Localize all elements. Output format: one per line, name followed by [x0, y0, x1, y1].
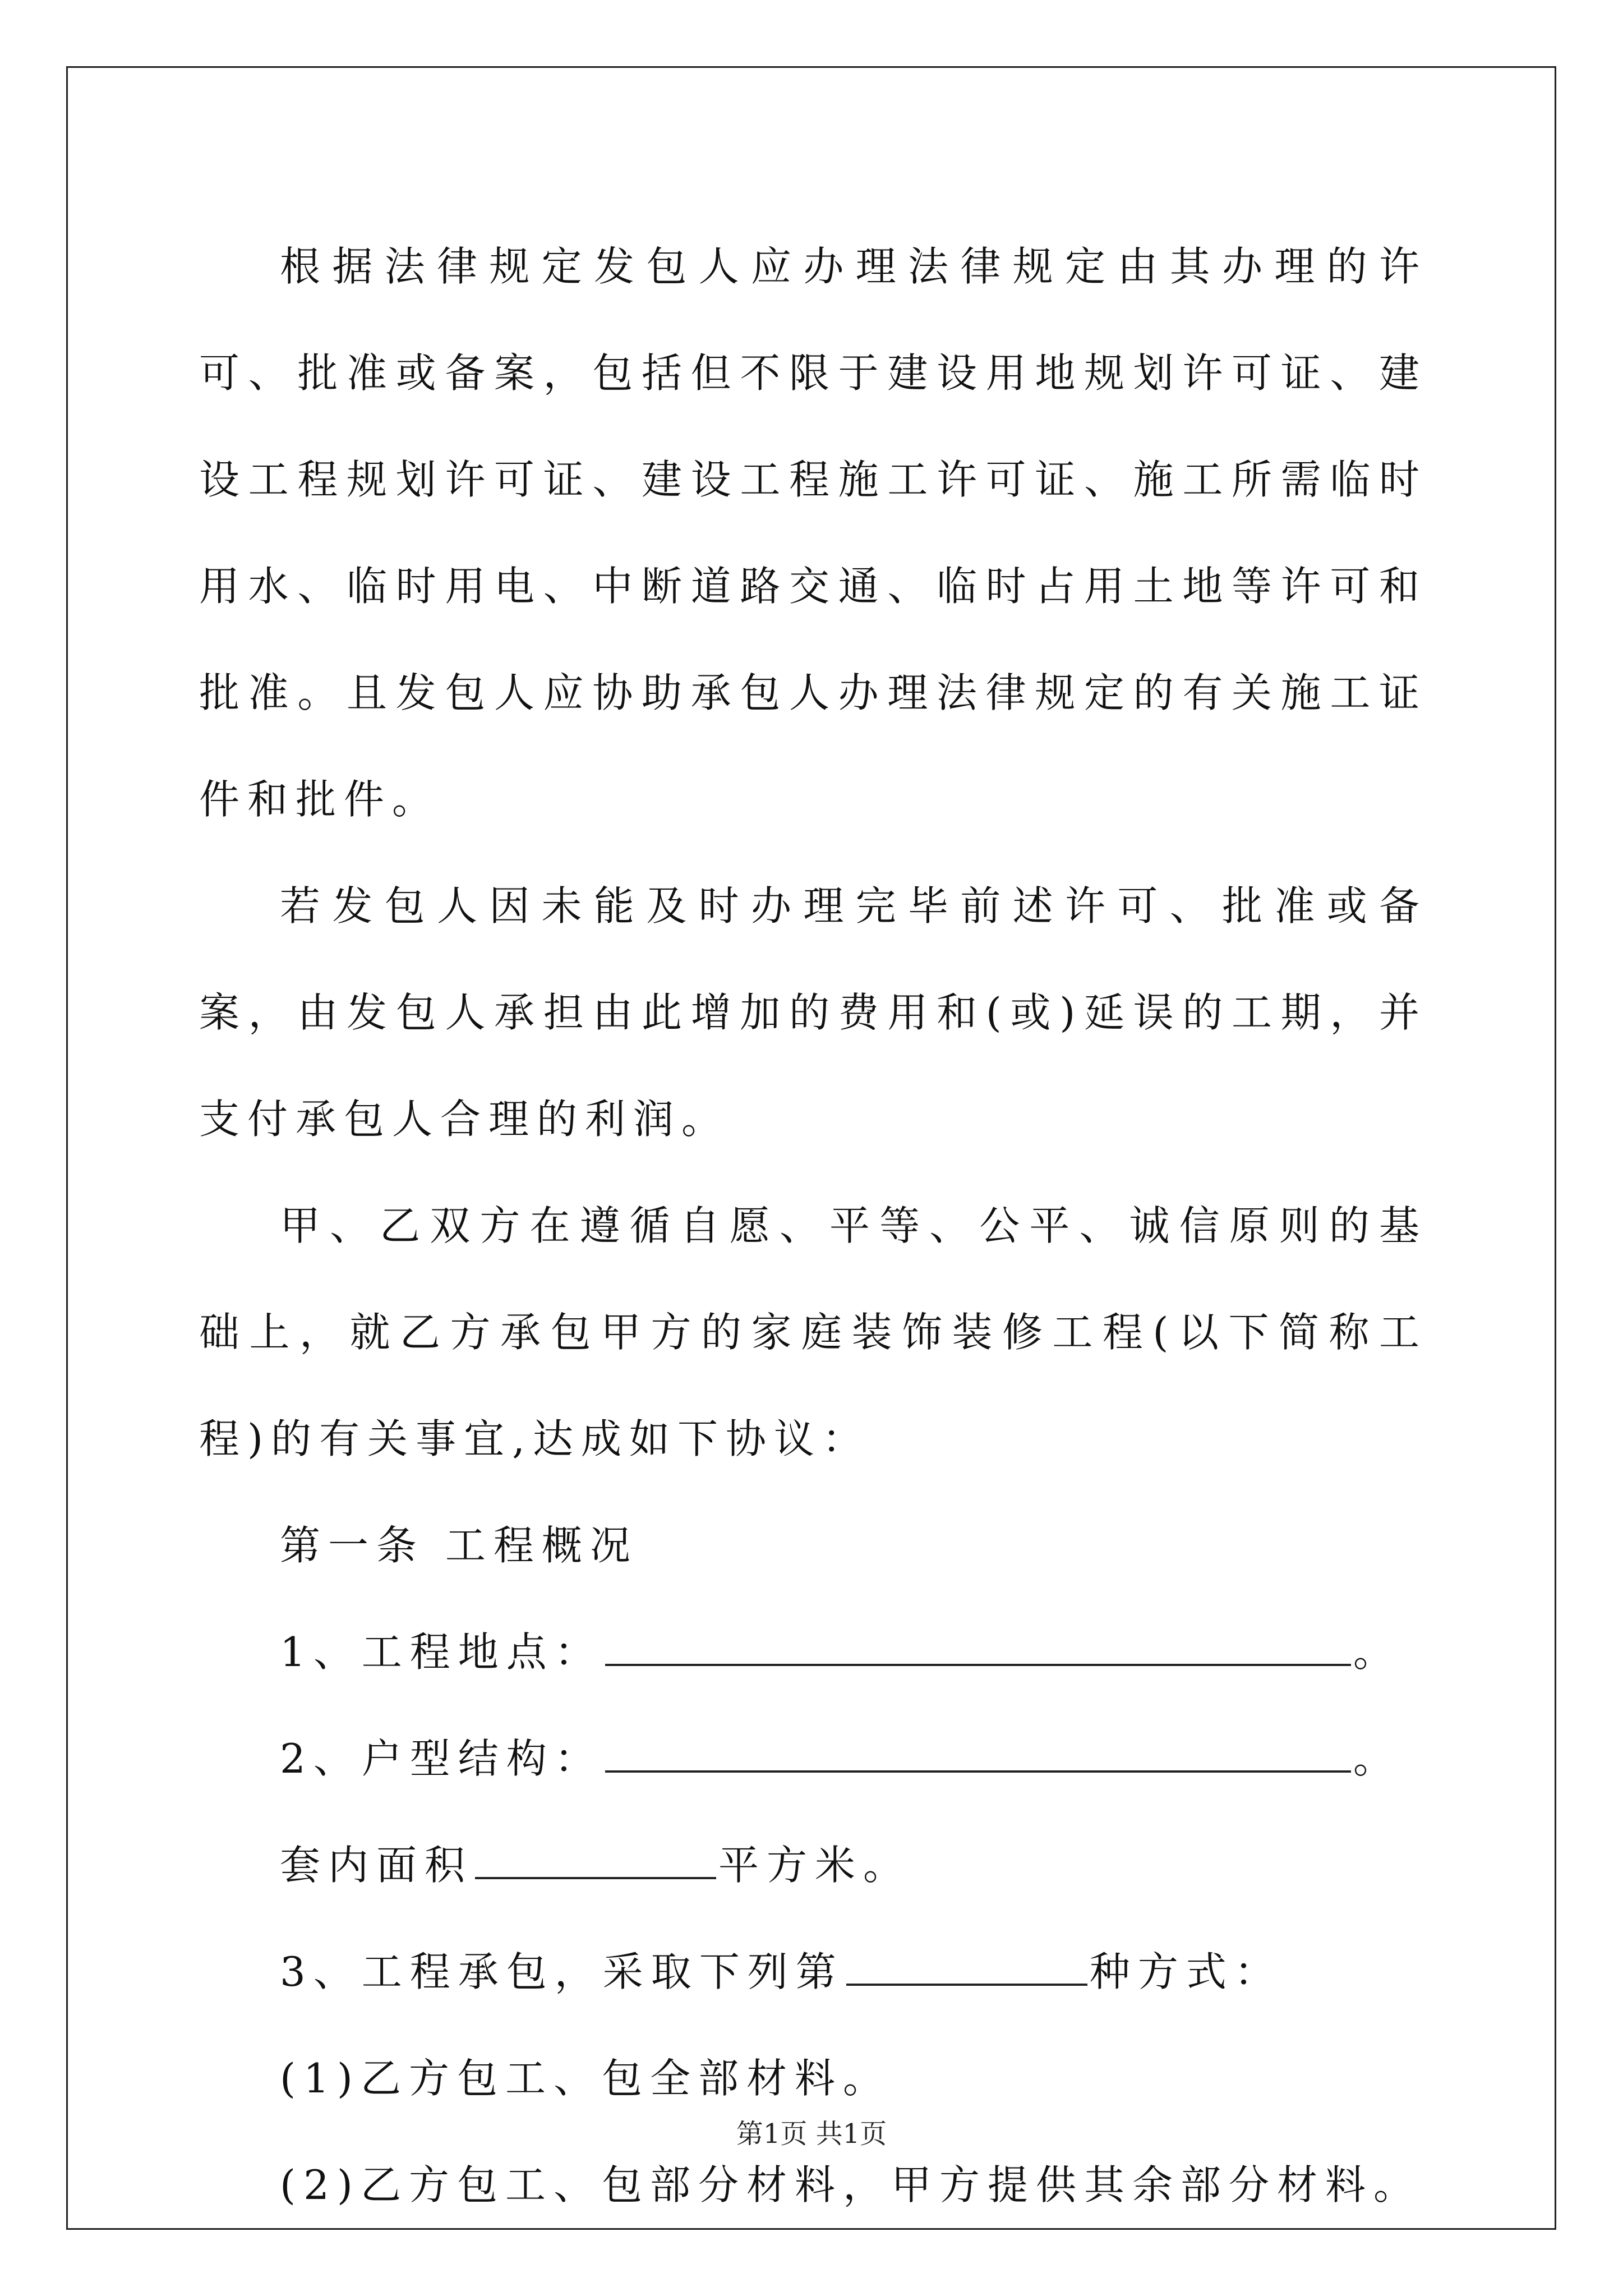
location-blank: [605, 1630, 1351, 1666]
paragraph-agreement-intro: 甲、乙双方在遵循自愿、平等、公平、诚信原则的基础上，就乙方承包甲方的家庭装饰装修工程(以下简称工程)的有关事宜,达成如下协议：: [199, 1202, 1427, 1462]
contract-label: 3、工程承包，采取下列第: [280, 1948, 844, 1995]
location-end: 。: [1353, 1628, 1401, 1676]
area-unit: 平方米。: [718, 1842, 912, 1889]
paragraph-permits: 根据法律规定发包人应办理法律规定由其办理的许可、批准或备案，包括但不限于建设用地规划许可证、建设工程规划许可证、建设工程施工许可证、施工所需临时用水、临时用电、中断道路交通、临时占用土地等许可和批准。且发包人应协助承包人办理法律规定的有关施工证件和批件。: [199, 243, 1427, 823]
location-row: [199, 1599, 1427, 1705]
contract-end: 种方式：: [1089, 1948, 1283, 1995]
contract-method-row: [199, 1918, 1427, 2025]
option-1: (1)乙方包工、包全部材料。: [280, 2055, 891, 2102]
area-row: [199, 1812, 1427, 1918]
document-body: [199, 213, 1427, 2238]
structure-row: [199, 1705, 1427, 1812]
page-number-footer: 第1页 共1页: [736, 2118, 887, 2150]
option-2: (2)乙方包工、包部分材料，甲方提供其余部分材料。: [280, 2161, 1422, 2208]
structure-blank: [605, 1737, 1351, 1773]
location-label: 1、工程地点：: [280, 1628, 603, 1676]
area-blank: [475, 1843, 716, 1879]
structure-label: 2、户型结构：: [280, 1735, 603, 1782]
area-label: 套内面积: [280, 1842, 473, 1889]
paragraph-delay-costs: 若发包人因未能及时办理完毕前述许可、批准或备案，由发包人承担由此增加的费用和(或)延误的工期，并支付承包人合理的利润。: [199, 882, 1427, 1143]
structure-end: 。: [1353, 1735, 1401, 1782]
article-heading: 第一条 工程概况: [280, 1522, 638, 1569]
contract-blank: [846, 1950, 1087, 1986]
